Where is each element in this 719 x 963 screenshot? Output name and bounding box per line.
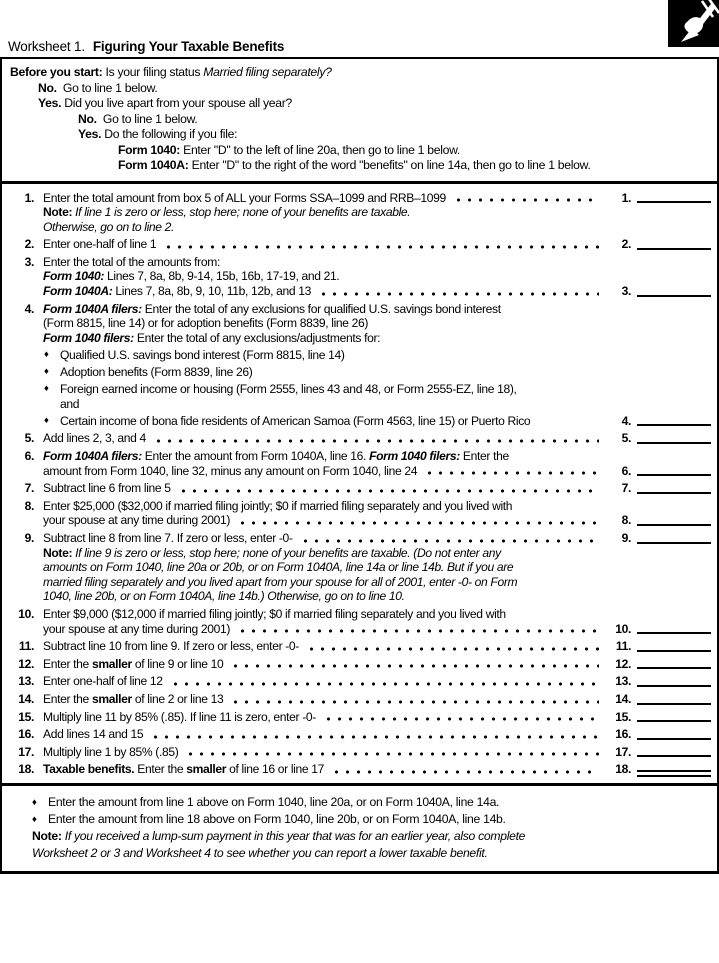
worksheet-item-7 (10, 481, 711, 496)
text-segment: If line 1 is zero or less, stop here; none of your benefits are taxable. (75, 205, 411, 220)
item-number: 7. (24, 481, 34, 496)
answer-blank (637, 632, 711, 634)
line-text (43, 464, 417, 479)
worksheet-line (10, 237, 711, 252)
line-text (43, 237, 156, 252)
item-number: 14. (18, 691, 34, 706)
text-segment: No. (38, 80, 57, 95)
answer-blank (637, 474, 711, 476)
answer-blank (637, 442, 711, 444)
answer-line-number: 14. (615, 691, 631, 706)
line-text (43, 639, 299, 654)
text-segment: of line 2 or line 13 (131, 691, 224, 706)
worksheet-line (10, 365, 711, 380)
worksheet-item-13 (10, 674, 711, 689)
worksheet-line (10, 397, 711, 412)
worksheet-box (0, 57, 719, 874)
item-number: 16. (18, 727, 34, 742)
worksheet-line (10, 191, 711, 206)
footer-section (2, 786, 717, 871)
text-segment: Otherwise, go on to line 2. (43, 219, 175, 234)
worksheet-line (10, 657, 711, 672)
text-segment: 1040, line 20b, or on Form 1040A, line 14b.) Otherwise, go on to line 10. (43, 589, 405, 604)
line-text (43, 331, 380, 346)
line-text (43, 745, 178, 760)
answer-blank (637, 492, 711, 494)
line-text (43, 220, 174, 235)
dotted-leader (306, 647, 599, 651)
answer-line-number: 8. (621, 513, 631, 528)
dotted-leader (453, 198, 599, 202)
line-text (43, 762, 324, 777)
line-text (43, 431, 146, 446)
dotted-leader (318, 292, 599, 296)
dotted-leader (230, 664, 599, 668)
text-segment: Subtract line 6 from line 5 (43, 481, 171, 496)
worksheet-line (10, 220, 711, 235)
text-segment: Go to line 1 below. (96, 111, 198, 126)
line-text (43, 449, 509, 464)
line-text (43, 531, 293, 546)
item-number: 9. (24, 530, 34, 545)
bullet-icon: ♦ (44, 414, 49, 426)
text-segment: Adoption benefits (Form 8839, line 26) (60, 365, 253, 380)
worksheet-line (10, 464, 711, 479)
text-segment: Enter the total of any exclusions/adjustments for: (133, 330, 381, 345)
worksheet-item-3 (10, 255, 711, 299)
worksheet-line (10, 205, 711, 220)
dotted-leader (331, 770, 599, 774)
before-start-line (78, 127, 709, 143)
text-segment: Note: (32, 829, 65, 844)
text-segment: smaller (91, 656, 132, 671)
bullet-icon: ♦ (32, 814, 37, 826)
worksheet-title-main: Figuring Your Taxable Benefits (92, 39, 285, 54)
text-segment: Enter "D" to the left of line 20a, then go to line 1 below. (180, 142, 460, 157)
text-segment: Certain income of bona fide residents of American Samoa (Form 4563, line 15) or Puerto Rico (60, 413, 531, 428)
answer-line-number: 15. (615, 709, 631, 724)
text-segment: Enter the total of the amounts from: (43, 254, 220, 269)
worksheet-item-10 (10, 607, 711, 636)
worksheet-item-8 (10, 499, 711, 528)
item-number: 8. (24, 498, 34, 513)
item-number: 5. (24, 431, 34, 446)
text-segment: Enter the amount from Form 1040A, line 16. (141, 449, 370, 463)
text-segment: your spouse at any time during 2001) (43, 621, 231, 636)
text-segment: Yes. (78, 127, 102, 141)
text-segment: of line 16 or line 17 (226, 762, 325, 777)
footer-bullet-line (32, 795, 709, 810)
text-segment: Add lines 14 and 15 (43, 727, 144, 742)
line-text (43, 589, 405, 604)
text-segment: and (60, 396, 80, 411)
footer-bullet-text: Enter the amount from line 18 above on Form 1040, line 20b, or on Form 1040A, line 14b. (48, 812, 506, 827)
worksheet-line (10, 762, 711, 777)
dotted-leader (323, 717, 599, 721)
line-text (43, 546, 501, 561)
worksheet-item-11 (10, 639, 711, 654)
before-you-start-section (2, 59, 717, 184)
line-text (43, 205, 410, 220)
text-segment: (Form 8815, line 14) or for adoption benefits (Form 8839, line 26) (43, 316, 369, 331)
answer-blank (637, 667, 711, 669)
line-text (60, 397, 79, 412)
text-segment: amount from Form 1040, line 32, minus any amount on Form 1040, line 24 (43, 463, 418, 478)
answer-line-number: 17. (615, 744, 631, 759)
text-segment: Enter the total amount from box 5 of ALL your Forms SSA–1099 and RRB–1099 (43, 190, 446, 205)
worksheet-line (10, 499, 711, 514)
worksheet-line (10, 531, 711, 546)
page-header (0, 0, 719, 57)
worksheet-item-16 (10, 727, 711, 742)
text-segment: Enter one-half of line 12 (43, 674, 163, 689)
dotted-leader (237, 521, 599, 525)
text-segment: Enter one-half of line 1 (43, 237, 157, 252)
answer-line-number: 3. (621, 284, 631, 299)
line-text (43, 191, 446, 206)
footer-bullet-text: Enter the amount from line 1 above on Form 1040, line 20a, or on Form 1040A, line 14a. (48, 794, 500, 809)
text-segment: Subtract line 8 from line 7. If zero or less, enter -0- (43, 530, 293, 545)
line-text (43, 692, 223, 707)
text-segment: your spouse at any time during 2001) (43, 513, 231, 528)
dotted-leader (178, 489, 599, 493)
worksheet-line (10, 622, 711, 637)
answer-line-number: 5. (621, 431, 631, 446)
worksheet-title-prefix: Worksheet 1. (8, 39, 85, 54)
text-segment: Form 1040: (118, 142, 181, 157)
worksheet-line (10, 449, 711, 464)
dotted-leader (185, 752, 599, 756)
item-number: 6. (24, 449, 34, 463)
text-segment: Enter the (459, 449, 509, 463)
line-text (43, 316, 368, 331)
answer-line-number: 6. (621, 463, 631, 478)
line-text (43, 560, 513, 575)
text-segment: Form 1040: (43, 269, 105, 284)
text-segment: Do the following if you file: (101, 127, 238, 141)
item-number: 17. (18, 744, 34, 759)
line-text (43, 607, 506, 622)
before-start-line (38, 96, 709, 112)
answer-blank (637, 720, 711, 722)
text-segment: Form 1040 filers: (43, 330, 134, 345)
worksheet-item-4 (10, 302, 711, 429)
worksheet-item-9 (10, 531, 711, 604)
text-segment: Multiply line 11 by 85% (.85). If line 11 is zero, enter -0- (43, 709, 316, 724)
line-text (43, 710, 316, 725)
worksheet-line (10, 674, 711, 689)
worksheet-item-2 (10, 237, 711, 252)
worksheet-line (10, 431, 711, 446)
text-segment: smaller (186, 762, 227, 777)
item-number: 2. (24, 237, 34, 252)
text-segment: Yes. (38, 96, 62, 110)
line-text (43, 499, 512, 514)
text-segment: If you received a lump-sum payment in this year that was for an earlier year, also complete (64, 829, 526, 844)
dotted-leader (153, 439, 599, 443)
worksheet-line (10, 745, 711, 760)
footer-bullet-line (32, 812, 709, 827)
worksheet-line (10, 727, 711, 742)
item-number: 3. (24, 254, 34, 269)
text-segment: Form 1040A filers: (43, 301, 142, 316)
footer-note-line (32, 846, 709, 861)
worksheet-line (10, 639, 711, 654)
before-start-line (118, 143, 709, 159)
answer-line-number: 13. (615, 674, 631, 689)
text-segment: Worksheet 2 or 3 and Worksheet 4 to see whether you can report a lower taxable benefit. (32, 846, 488, 861)
text-segment: Lines 7, 8a, 8b, 9-14, 15b, 16b, 17-19, and 21. (104, 269, 340, 284)
text-segment: Before you start: (10, 65, 103, 79)
line-text (43, 255, 220, 270)
line-text (60, 382, 517, 397)
worksheet-item-15 (10, 710, 711, 725)
dotted-leader (163, 245, 599, 249)
footer-note-text (32, 829, 525, 844)
worksheet-line (10, 316, 711, 331)
line-text (43, 657, 223, 672)
text-segment: Enter the total of any exclusions for qualified U.S. savings bond interest (141, 301, 501, 316)
answer-line-number: 10. (615, 621, 631, 636)
text-segment: If line 9 is zero or less, stop here; none of your benefits are taxable. (Do not enter any (75, 545, 501, 560)
line-text (43, 727, 143, 742)
answer-blank (637, 650, 711, 652)
dotted-leader (424, 471, 599, 475)
item-number: 18. (18, 762, 34, 777)
answer-line-number: 11. (615, 639, 631, 654)
item-number: 4. (24, 301, 34, 316)
text-segment: Form 1040A filers: (43, 449, 142, 463)
worksheet-line (10, 269, 711, 284)
text-segment: Foreign earned income or housing (Form 2555, lines 43 and 48, or Form 2555-EZ, line 18), (60, 382, 517, 397)
text-segment: Enter the (43, 691, 92, 706)
answer-line-number: 16. (615, 727, 631, 742)
text-segment: Form 1040A: (43, 284, 113, 299)
text-segment: Is your filing status (102, 65, 204, 79)
answer-line-number: 2. (621, 237, 631, 252)
answer-line-number: 7. (621, 481, 631, 496)
before-start-line (38, 81, 709, 97)
bullet-icon: ♦ (44, 383, 49, 395)
text-segment: Add lines 2, 3, and 4 (43, 431, 146, 446)
text-segment: Enter "D" to the right of the word "benefits" on line 14a, then go to line 1 below. (188, 158, 591, 172)
worksheet-title (8, 39, 284, 54)
worksheet-item-5 (10, 431, 711, 446)
text-segment: Enter $25,000 ($32,000 if married filing jointly; $0 if married filing separately and you lived with (43, 498, 513, 513)
item-number: 13. (18, 674, 34, 689)
answer-line-number: 4. (621, 413, 631, 428)
worksheet-item-12 (10, 657, 711, 672)
dotted-leader (230, 700, 599, 704)
answer-line-number: 9. (621, 530, 631, 545)
text-segment: Form 1040 filers: (369, 449, 460, 463)
text-segment: of line 9 or line 10 (131, 656, 224, 671)
line-text (43, 513, 230, 528)
item-number: 12. (18, 656, 34, 671)
text-segment: Form 1040A: (118, 158, 189, 172)
text-segment: Married filing separately? (203, 65, 332, 79)
answer-blank (637, 770, 711, 777)
worksheet-item-14 (10, 692, 711, 707)
worksheet-line (10, 255, 711, 270)
line-text (43, 674, 163, 689)
worksheet-line (10, 382, 711, 397)
answer-line-number: 1. (621, 190, 631, 205)
dotted-leader (237, 629, 599, 633)
answer-blank (637, 248, 711, 250)
worksheet-line (10, 575, 711, 590)
line-text (43, 284, 311, 299)
answer-blank (637, 201, 711, 203)
item-number: 11. (18, 639, 34, 654)
before-start-line (78, 112, 709, 128)
footer-note-text (32, 846, 488, 861)
line-text (43, 481, 171, 496)
answer-blank (637, 685, 711, 687)
worksheet-line (10, 348, 711, 363)
answer-line-number: 18. (615, 762, 631, 777)
text-segment: Multiply line 1 by 85% (.85) (43, 744, 179, 759)
before-start-line (10, 65, 709, 81)
text-segment: Lines 7, 8a, 8b, 9, 10, 11b, 12b, and 13 (112, 284, 311, 299)
line-text (43, 302, 501, 317)
text-segment: Go to line 1 below. (56, 80, 158, 95)
dotted-leader (300, 539, 599, 543)
dotted-leader (150, 735, 599, 739)
text-segment: Taxable benefits. (43, 762, 135, 777)
pencil-icon-svg (668, 0, 719, 47)
line-text (43, 622, 230, 637)
worksheet-line (10, 546, 711, 561)
answer-blank (637, 755, 711, 757)
item-number: 15. (18, 709, 34, 724)
dotted-leader (170, 682, 599, 686)
line-text (60, 365, 252, 380)
line-text (60, 414, 530, 429)
worksheet-line (10, 710, 711, 725)
line-text (43, 575, 517, 590)
worksheet-line (10, 589, 711, 604)
bullet-icon: ♦ (44, 366, 49, 378)
numbered-lines-section (2, 184, 717, 786)
answer-blank (637, 738, 711, 740)
text-segment: Subtract line 10 from line 9. If zero or less, enter -0- (43, 639, 299, 654)
text-segment: Note: (43, 205, 76, 220)
item-number: 1. (24, 190, 34, 205)
before-start-line (118, 158, 709, 174)
text-segment: Enter $9,000 ($12,000 if married filing jointly; $0 if married filing separately and you lived with (43, 606, 506, 621)
worksheet-line (10, 414, 711, 429)
answer-blank (637, 703, 711, 705)
bullet-icon: ♦ (44, 348, 49, 360)
worksheet-line (10, 692, 711, 707)
worksheet-line (10, 560, 711, 575)
worksheet-item-1 (10, 191, 711, 235)
pencil-icon (668, 0, 719, 47)
text-segment: Did you live apart from your spouse all year? (61, 96, 292, 110)
footer-note-line (32, 829, 709, 844)
text-segment: Enter the (134, 762, 187, 777)
answer-blank (637, 295, 711, 297)
worksheet-item-17 (10, 745, 711, 760)
worksheet-item-18 (10, 762, 711, 777)
worksheet-line (10, 302, 711, 317)
worksheet-line (10, 481, 711, 496)
bullet-icon: ♦ (32, 796, 37, 808)
text-segment: Note: (43, 545, 76, 560)
line-text (43, 269, 339, 284)
answer-blank (637, 424, 711, 426)
text-segment: Enter the (43, 656, 92, 671)
worksheet-line (10, 284, 711, 299)
worksheet-line (10, 331, 711, 346)
answer-line-number: 12. (615, 656, 631, 671)
text-segment: Qualified U.S. savings bond interest (Form 8815, line 14) (60, 347, 345, 362)
item-number: 10. (18, 606, 34, 621)
answer-blank (637, 542, 711, 544)
text-segment: No. (78, 111, 97, 126)
worksheet-line (10, 513, 711, 528)
answer-blank (637, 524, 711, 526)
text-segment: smaller (91, 691, 132, 706)
line-text (60, 348, 345, 363)
worksheet-item-6 (10, 449, 711, 478)
text-segment: married filing separately and you lived apart from your spouse for all of 2001, enter -0- on Form (43, 574, 518, 589)
text-segment: amounts on Form 1040, line 20a or 20b, or on Form 1040A, line 14a or line 14b. But if you are (43, 560, 514, 575)
worksheet-line (10, 607, 711, 622)
